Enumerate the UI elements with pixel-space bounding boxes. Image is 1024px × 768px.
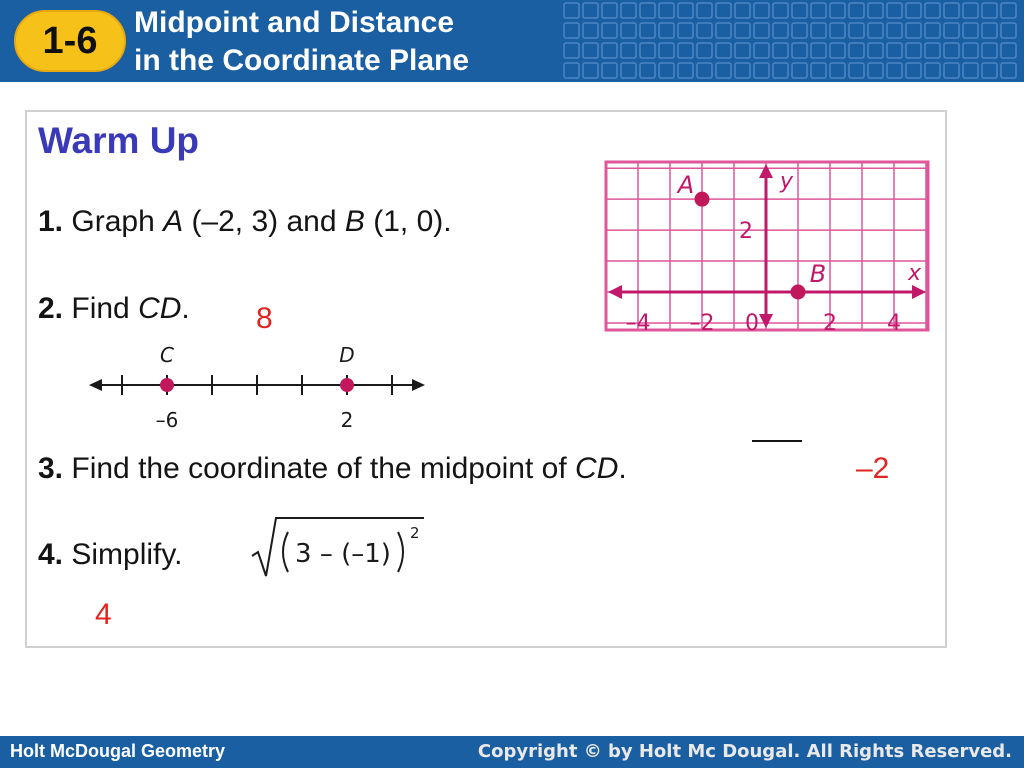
question-1-point-b: B — [344, 205, 365, 238]
header-grid-square — [925, 43, 940, 58]
answer-2: 8 — [256, 302, 273, 335]
header-bar — [0, 0, 1024, 82]
header-grid-square — [678, 63, 693, 78]
answer-3: –2 — [856, 452, 890, 485]
header-grid-square — [849, 43, 864, 58]
header-grid-square — [887, 63, 902, 78]
point-a — [695, 192, 710, 207]
header-grid-square — [811, 43, 826, 58]
header-grid-square — [773, 63, 788, 78]
header-grid-square — [963, 63, 978, 78]
header-grid-square — [678, 3, 693, 18]
header-grid-square — [868, 3, 883, 18]
question-4-text: Simplify. — [71, 538, 183, 571]
header-grid-square — [963, 23, 978, 38]
header-grid-square — [583, 23, 598, 38]
header-grid-square — [564, 63, 579, 78]
header-grid-square — [659, 43, 674, 58]
header-grid-square — [621, 3, 636, 18]
outer-paren-left — [283, 532, 288, 572]
header-grid-square — [811, 3, 826, 18]
header-grid-square — [849, 63, 864, 78]
header-grid-square — [982, 43, 997, 58]
expression-exponent: 2 — [410, 524, 420, 542]
header-grid-square — [602, 3, 617, 18]
header-grid-square — [1001, 43, 1016, 58]
question-3-text-a: Find the coordinate of the midpoint of — [71, 452, 576, 485]
header-grid-square — [906, 23, 921, 38]
answer-4: 4 — [95, 598, 112, 631]
question-2-segment: CD — [138, 292, 182, 325]
header-grid-square — [944, 63, 959, 78]
question-1-text-c: (1, 0). — [364, 205, 452, 238]
y-axis-label: y — [780, 169, 794, 194]
number-line — [86, 340, 431, 435]
header-grid-square — [754, 23, 769, 38]
header-grid-square — [583, 43, 598, 58]
header-grid-square — [868, 63, 883, 78]
header-grid-square — [564, 23, 579, 38]
header-grid-square — [697, 23, 712, 38]
header-grid-square — [944, 43, 959, 58]
header-grid-square — [640, 43, 655, 58]
tick-label-c: –6 — [155, 408, 179, 432]
header-grid-square — [906, 3, 921, 18]
header-grid-square — [925, 3, 940, 18]
tick-label-d: 2 — [340, 408, 354, 432]
x-tick-label: –2 — [689, 311, 715, 332]
header-grid-square — [621, 23, 636, 38]
question-1-point-a: A — [163, 205, 184, 238]
header-grid-square — [868, 43, 883, 58]
header-grid-square — [1001, 63, 1016, 78]
header-grid-square — [659, 63, 674, 78]
point-b — [791, 285, 806, 300]
header-grid-square — [754, 3, 769, 18]
header-grid-square — [697, 43, 712, 58]
title-line-1: Midpoint and Distance — [134, 6, 455, 39]
question-4 — [38, 538, 183, 572]
header-grid-square — [963, 3, 978, 18]
number-line-left-arrow — [89, 379, 102, 391]
header-grid-square — [564, 3, 579, 18]
x-tick-label: 0 — [745, 311, 759, 332]
header-grid-square — [640, 63, 655, 78]
header-grid-square — [602, 63, 617, 78]
header-grid-square — [792, 3, 807, 18]
header-grid-square — [792, 63, 807, 78]
header-grid-square — [887, 3, 902, 18]
header-grid-square — [735, 43, 750, 58]
header-grid-square — [887, 43, 902, 58]
header-grid-square — [849, 3, 864, 18]
page-title — [134, 4, 469, 80]
header-grid-pattern — [560, 0, 1024, 82]
header-grid-square — [982, 63, 997, 78]
header-grid-square — [583, 3, 598, 18]
footer-bar — [0, 736, 1024, 768]
number-line-right-arrow — [412, 379, 425, 391]
header-grid-square — [640, 23, 655, 38]
header-grid-square — [906, 63, 921, 78]
footer-publisher: Holt McDougal Geometry — [10, 741, 226, 761]
question-2-text-a: Find — [71, 292, 139, 325]
header-grid-square — [944, 3, 959, 18]
header-grid-square — [659, 23, 674, 38]
header-grid-square — [792, 23, 807, 38]
header-grid-square — [1001, 3, 1016, 18]
point-c — [160, 378, 174, 392]
header-grid-square — [621, 63, 636, 78]
point-a-label: A — [677, 171, 695, 200]
question-2 — [38, 292, 190, 326]
header-grid-square — [792, 43, 807, 58]
header-grid-square — [1001, 23, 1016, 38]
warm-up-heading: Warm Up — [38, 120, 200, 161]
header-grid-square — [678, 23, 693, 38]
question-1-text-a: Graph — [71, 205, 164, 238]
x-tick-label: 4 — [887, 311, 901, 332]
header-grid-square — [773, 3, 788, 18]
header-grid-square — [716, 3, 731, 18]
question-1 — [38, 205, 452, 239]
x-tick-label: –4 — [625, 311, 651, 332]
question-3 — [38, 452, 627, 486]
header-grid-square — [735, 23, 750, 38]
header-grid-square — [982, 23, 997, 38]
square-root-expression — [248, 510, 428, 582]
header-grid-square — [982, 3, 997, 18]
header-grid-square — [868, 23, 883, 38]
header-grid-square — [887, 23, 902, 38]
header-grid-square — [640, 3, 655, 18]
header-grid-square — [602, 43, 617, 58]
header-grid-square — [773, 43, 788, 58]
question-3-text-b: . — [618, 452, 627, 485]
coordinate-graph — [604, 160, 930, 332]
lesson-badge: 1-6 — [14, 10, 126, 72]
header-grid-square — [830, 63, 845, 78]
header-grid-square — [583, 63, 598, 78]
x-tick-label: 2 — [823, 311, 837, 332]
title-line-2: in the Coordinate Plane — [134, 44, 470, 77]
point-d — [340, 378, 354, 392]
question-2-text-b: . — [181, 292, 190, 325]
header-grid-square — [906, 43, 921, 58]
header-grid-square — [830, 23, 845, 38]
header-grid-square — [678, 43, 693, 58]
segment-overline — [752, 440, 802, 442]
header-grid-square — [716, 63, 731, 78]
header-grid-square — [716, 23, 731, 38]
header-grid-square — [659, 3, 674, 18]
question-2-number: 2. — [38, 292, 64, 325]
header-grid-square — [735, 3, 750, 18]
question-3-number: 3. — [38, 452, 64, 485]
header-grid-square — [773, 23, 788, 38]
question-3-segment: CD — [575, 452, 619, 485]
header-grid-square — [697, 3, 712, 18]
question-4-number: 4. — [38, 538, 64, 571]
point-b-label: B — [809, 260, 827, 288]
header-grid-square — [716, 43, 731, 58]
header-grid-square — [830, 43, 845, 58]
header-grid-square — [811, 63, 826, 78]
header-grid-square — [830, 3, 845, 18]
header-grid-square — [925, 23, 940, 38]
point-d-label: D — [339, 343, 355, 367]
header-grid-square — [754, 43, 769, 58]
footer-copyright: Copyright © by Holt Mc Dougal. All Rights Reserved. — [477, 741, 1012, 762]
header-grid-square — [602, 23, 617, 38]
question-1-text-b: (–2, 3) and — [183, 205, 345, 238]
header-grid-square — [963, 43, 978, 58]
outer-paren-right — [398, 532, 403, 572]
header-grid-square — [849, 23, 864, 38]
point-c-label: C — [160, 343, 174, 367]
expression-inner: 3 – (–1) — [295, 539, 391, 569]
header-grid-square — [564, 43, 579, 58]
question-1-number: 1. — [38, 205, 64, 238]
header-grid-square — [754, 63, 769, 78]
x-axis-label: x — [908, 261, 922, 286]
y-tick-label: 2 — [739, 219, 753, 245]
header-grid-square — [621, 43, 636, 58]
header-grid-square — [697, 63, 712, 78]
header-grid-square — [944, 23, 959, 38]
header-grid-square — [735, 63, 750, 78]
header-grid-square — [925, 63, 940, 78]
header-grid-square — [811, 23, 826, 38]
